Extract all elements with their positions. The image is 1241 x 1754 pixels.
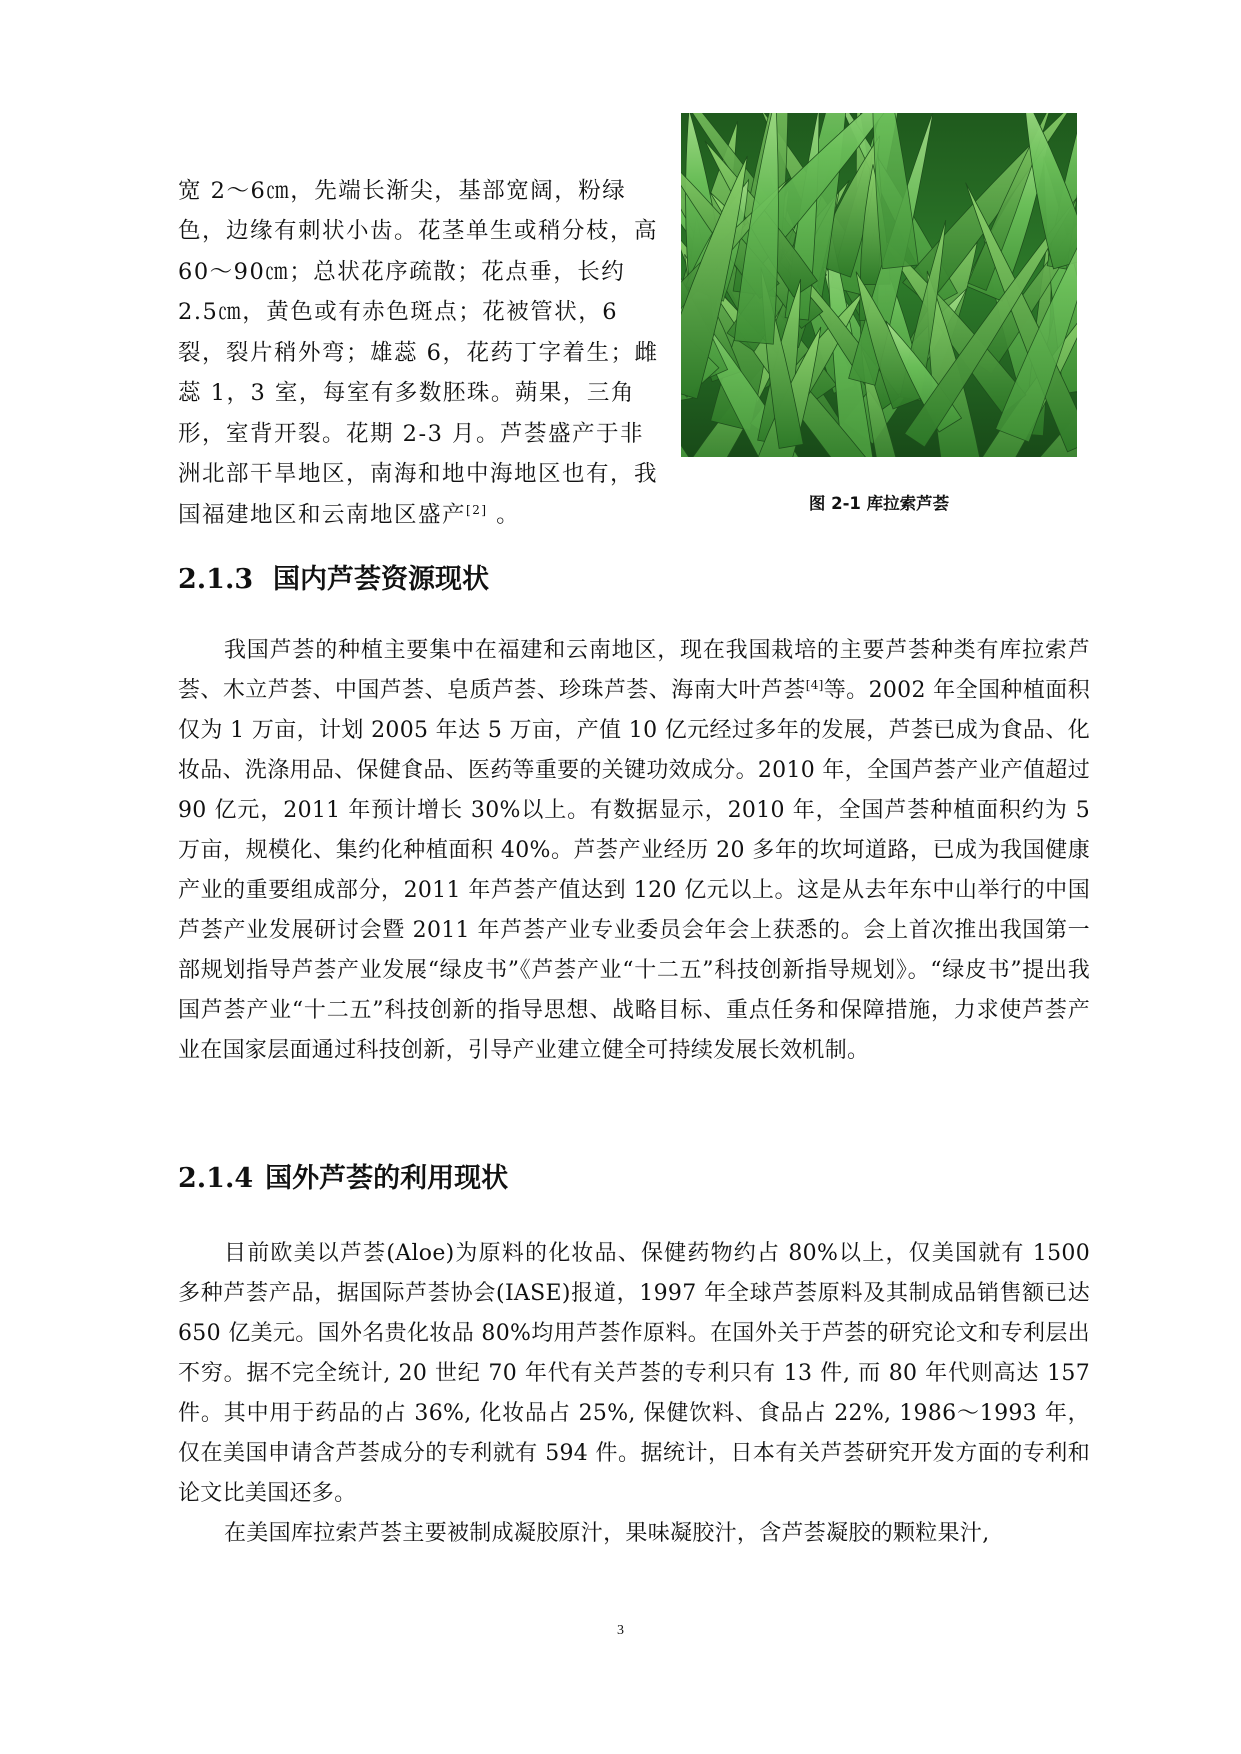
section-number: 2.1.4 [178, 1163, 254, 1194]
figure-caption: 图 2-1 库拉索芦荟 [808, 494, 950, 513]
citation: [2] [466, 502, 488, 517]
section-2-1-3-paragraph [178, 631, 1090, 1071]
section-number: 2.1.3 [178, 564, 254, 595]
section-2-1-4-paragraph-1: 目前欧美以芦荟(Aloe)为原料的化妆品、保健药物约占 80%以上，仅美国就有 1500 多种芦荟产品，据国际芦荟协会(IASE)报道，1997 年全球芦荟原料及其制成品销售额已达 650 亿美元。国外名贵化妆品 80%均用芦荟作原料。在国外关于芦荟的研究论文和专利层出不穷。据不完全统计, 20 世纪 70 年代有关芦荟的专利只有 13 件, 而 80 年代则高达 157 件。其中用于药品的占 36%, 化妆品占 25%, 保健饮料、食品占 22%, 1986～1993 年，仅在美国申请含芦荟成分的专利就有 594 件。据统计，日本有关芦荟研究开发方面的专利和论文比美国还多。 [178, 1241, 1090, 1506]
section-heading-2-1-3 [178, 557, 489, 596]
paragraph-tail: 。 [487, 501, 521, 528]
paragraph-text: 我国芦荟的种植主要集中在福建和云南地区，现在我国栽培的主要芦荟种类有库拉索芦荟、木立芦荟、中国芦荟、皂质芦荟、珍珠芦荟、海南大叶芦荟 [178, 638, 1090, 703]
section-title: 国内芦荟资源现状 [273, 564, 489, 595]
aloe-photo [681, 113, 1077, 457]
section-heading-2-1-4 [178, 1156, 508, 1195]
paragraph-text: 宽 2～6㎝，先端长渐尖，基部宽阔，粉绿色，边缘有刺状小齿。花茎单生或稍分枝，高 60～90㎝；总状花序疏散；花点垂，长约 2.5㎝，黄色或有赤色斑点；花被管状，6 裂，裂片稍外弯；雄蕊 6，花药丁字着生；雌蕊 1，3 室，每室有多数胚珠。蒴果，三角形，室背开裂。花期 2-3 月。芦荟盛产于非洲北部干旱地区，南海和地中海地区也有，我国福建地区和云南地区盛产 [178, 177, 659, 528]
page-number: 3 [617, 1623, 624, 1638]
section-2-1-4-paragraph-2: 在美国库拉索芦荟主要被制成凝胶原汁，果味凝胶汁，含芦荟凝胶的颗粒果汁, [224, 1521, 990, 1546]
section-title: 国外芦荟的利用现状 [265, 1163, 509, 1194]
paragraph-text-continued: 等。2002 年全国种植面积仅为 1 万亩，计划 2005 年达 5 万亩，产值 10 亿元经过多年的发展，芦荟已成为食品、化妆品、洗涤用品、保健食品、医药等重要的关键功效成分。2010 年，全国芦荟产业产值超过 90 亿元，2011 年预计增长 30%以上。有数据显示，2010 年，全国芦荟种植面积约为 5 万亩，规模化、集约化种植面积 40%。芦荟产业经历 20 多年的坎坷道路，已成为我国健康产业的重要组成部分，2011 年芦荟产值达到 120 亿元以上。这是从去年东中山举行的中国芦荟产业发展研讨会暨 2011 年芦荟产业专业委员会年会上获悉的。会上首次推出我国第一部规划指导芦荟产业发展“绿皮书”《芦荟产业“十二五”科技创新指导规划》。“绿皮书”提出我国芦荟产业“十二五”科技创新的指导思想、战略目标、重点任务和保障措施，力求使芦荟产业在国家层面通过科技创新，引导产业建立健全可持续发展长效机制。 [178, 678, 1090, 1063]
citation: [4] [805, 678, 824, 692]
aloe-plant-image [681, 113, 1077, 457]
continued-paragraph [178, 171, 664, 536]
